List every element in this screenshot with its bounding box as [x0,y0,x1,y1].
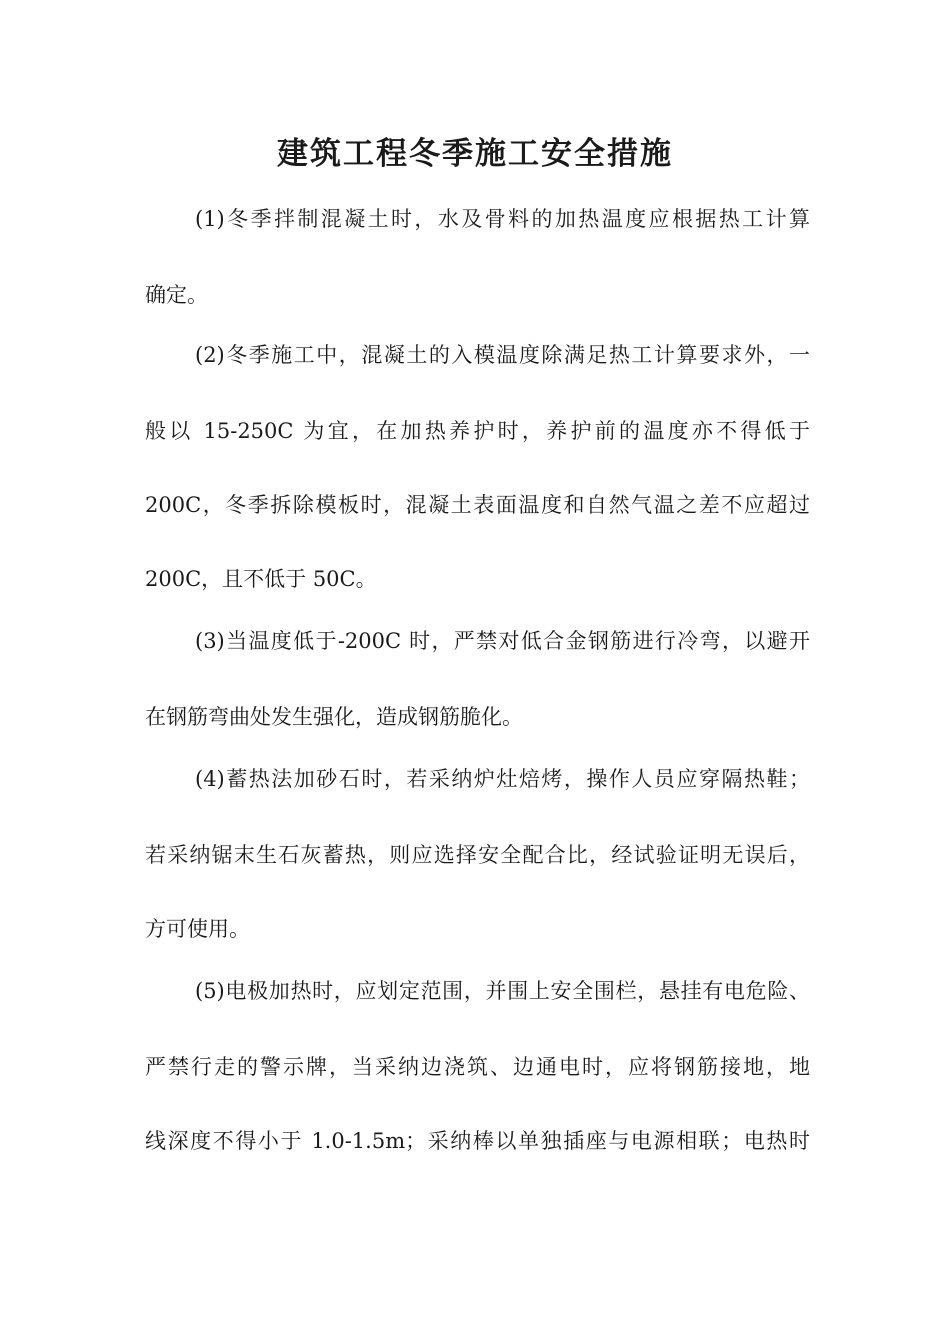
text-line: (3)当温度低于-200C 时，严禁对低合金钢筋进行冷弯，以避开 [195,629,810,653]
text-line: 200C，冬季拆除模板时，混凝土表面温度和自然气温之差不应超过 [145,493,810,517]
text-line: 方可使用。 [145,917,250,941]
text-line: 200C，且不低于 50C。 [145,567,377,591]
text-line: 在钢筋弯曲处发生强化，造成钢筋脆化。 [145,705,523,729]
text-line: 若采纳锯末生石灰蓄热，则应选择安全配合比，经试验证明无误后， [145,843,810,867]
text-line: (5)电极加热时，应划定范围，并围上安全围栏，悬挂有电危险、 [195,979,810,1003]
text-line: 严禁行走的警示牌，当采纳边浇筑、边通电时，应将钢筋接地，地 [145,1055,810,1079]
text-line: (4)蓄热法加砂石时，若采纳炉灶焙烤，操作人员应穿隔热鞋； [195,767,810,791]
text-line: (1)冬季拌制混凝土时，水及骨料的加热温度应根据热工计算 [195,207,810,231]
document-title: 建筑工程冬季施工安全措施 [277,136,673,172]
text-line: 般以 15-250C 为宜，在加热养护时，养护前的温度亦不得低于 [145,419,810,443]
text-line: 线深度不得小于 1.0-1.5m；采纳棒以单独插座与电源相联；电热时 [145,1129,810,1153]
text-line: 确定。 [145,283,208,307]
text-line: (2)冬季施工中，混凝土的入模温度除满足热工计算要求外，一 [195,343,810,367]
